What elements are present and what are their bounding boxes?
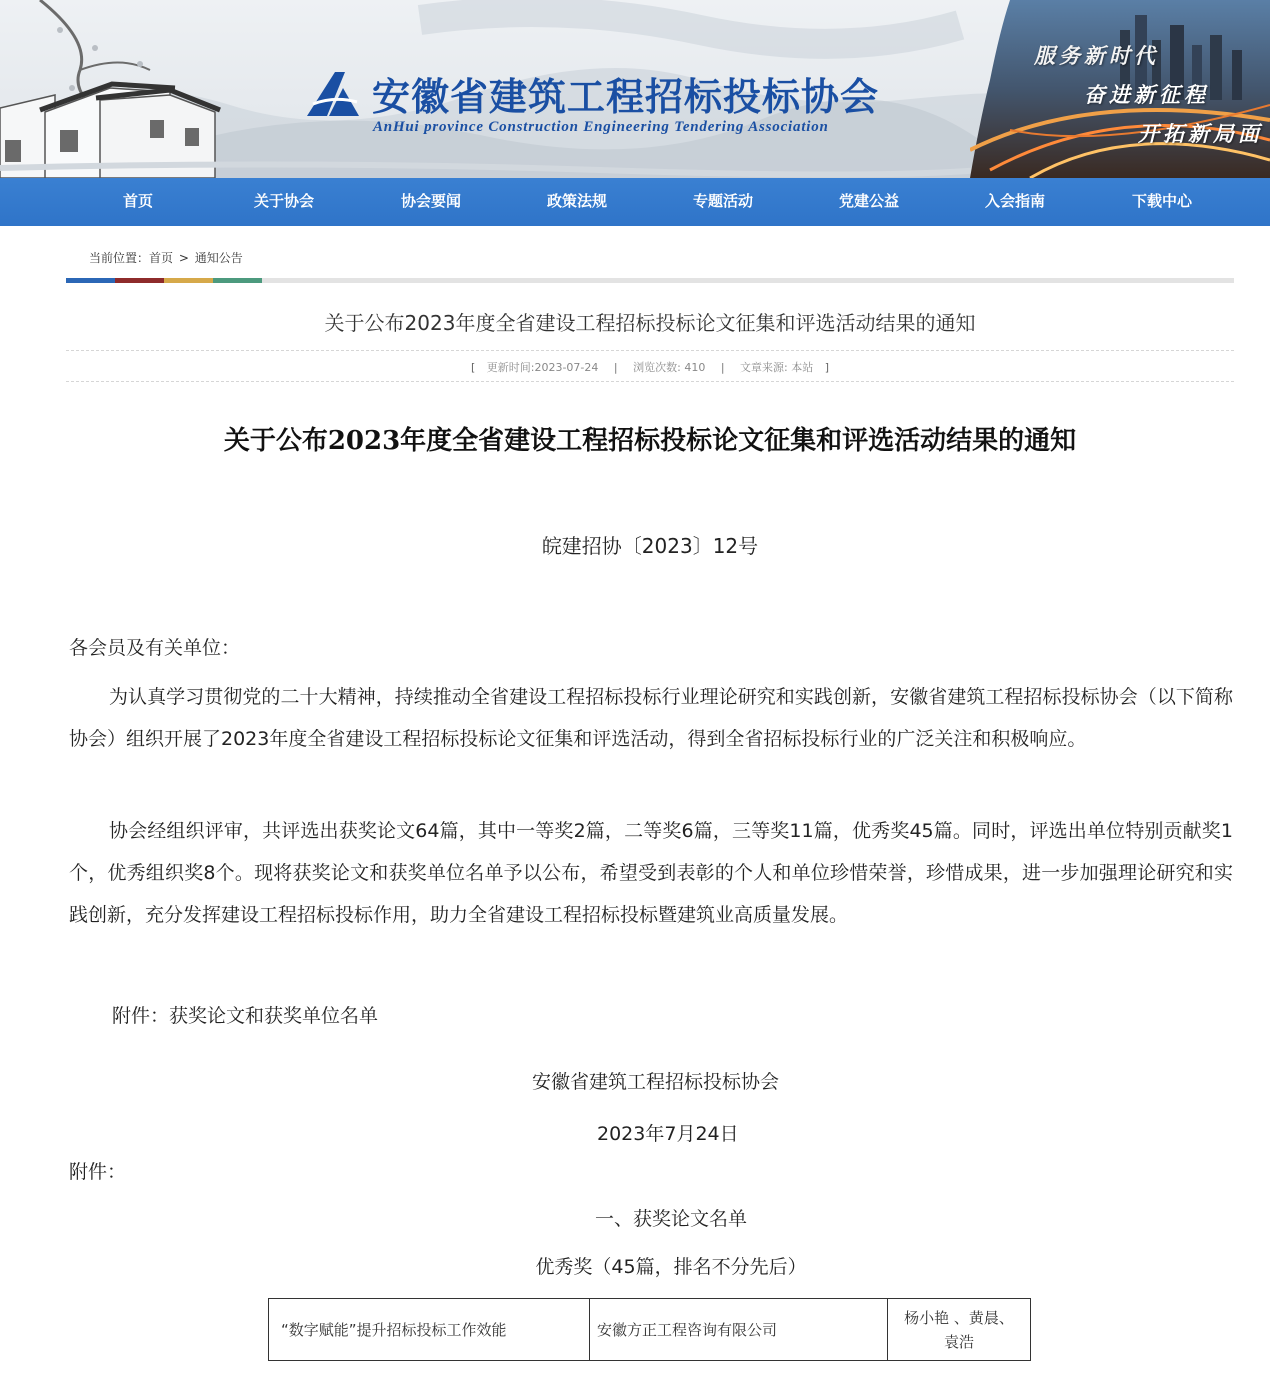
breadcrumb-home-link[interactable]: 首页 [149, 251, 174, 265]
divider-segment-red [115, 278, 164, 283]
meta-source-label: 文章来源: [740, 361, 788, 374]
association-logo-icon [305, 70, 361, 118]
section-title: 一、获奖论文名单 [594, 1208, 747, 1230]
main-nav [0, 178, 1270, 226]
salutation: 各会员及有关单位： [69, 637, 241, 659]
dashed-divider-bottom [66, 381, 1234, 382]
authors-line-1: 杨小艳 、黄晨、 [904, 1308, 1014, 1327]
site-banner [0, 0, 1270, 178]
paper-title-cell: “数字赋能”提升招标投标工作效能 [269, 1299, 590, 1361]
award-papers-table [268, 1298, 1031, 1361]
nav-item-join-guide[interactable]: 入会指南 [984, 192, 1045, 210]
signature-organization: 安徽省建筑工程招标投标协会 [532, 1071, 780, 1093]
divider-segment-blue [66, 278, 115, 283]
nav-item-about[interactable]: 关于协会 [253, 192, 314, 210]
breadcrumb-prefix: 当前位置： [89, 251, 150, 265]
document-title: 关于公布2023年度全省建设工程招标投标论文征集和评选活动结果的通知 [223, 426, 1077, 456]
divider-segment-green [213, 278, 262, 283]
table-row [269, 1299, 1031, 1361]
meta-source-value: 本站 [791, 361, 814, 374]
award-category-title: 优秀奖（45篇，排名不分先后） [535, 1256, 807, 1278]
meta-views-label: 浏览次数: [633, 361, 681, 374]
document-number: 皖建招协〔2023〕12号 [541, 534, 759, 558]
meta-views-value: 410 [684, 361, 706, 374]
authors-cell [888, 1299, 1031, 1361]
nav-item-news[interactable]: 协会要闻 [400, 192, 461, 210]
body-paragraph-2: 协会经组织评审，共评选出获奖论文64篇，其中一等奖2篇，二等奖6篇，三等奖11篇，优秀奖45篇。同时，评选出单位特别贡献奖1个，优秀组织奖8个。现将获奖论文和获奖单位名单予以公布，希望受到表彰的个人和单位珍惜荣誉，珍惜成果，进一步加强理论研究和实践创新，充分发挥建设工程招标投标作用，助力全省建设工程招标投标暨建筑业高质量发展。 [69, 820, 1233, 926]
meta-updated-label: 更新时间: [486, 361, 535, 374]
nav-item-downloads[interactable]: 下载中心 [1131, 192, 1192, 210]
breadcrumb-current-link[interactable]: 通知公告 [194, 251, 243, 265]
slogan-1: 服务新时代 [1034, 43, 1159, 68]
slogan-3: 开拓新局面 [1138, 121, 1263, 146]
breadcrumb-separator: > [178, 251, 189, 265]
nav-item-activities[interactable]: 专题活动 [692, 192, 753, 210]
meta-divider: | [613, 361, 618, 374]
nav-item-home[interactable]: 首页 [122, 192, 153, 210]
association-name-en: AnHui province Construction Engineering Tendering Association [373, 119, 829, 135]
divider-segment-gold [164, 278, 213, 283]
section-divider [66, 278, 1234, 283]
nav-item-policy[interactable]: 政策法规 [546, 192, 607, 210]
meta-updated-value: 2023-07-24 [534, 361, 599, 374]
body-paragraph-1: 为认真学习贯彻党的二十大精神，持续推动全省建设工程招标投标行业理论研究和实践创新，安徽省建筑工程招标投标协会（以下简称协会）组织开展了2023年度全省建设工程招标投标论文征集和评选活动，得到全省招标投标行业的广泛关注和积极响应。 [69, 686, 1233, 750]
attachment-heading: 附件： [69, 1161, 127, 1183]
association-name-cn: 安徽省建筑工程招标投标协会 [372, 74, 880, 119]
meta-divider: | [720, 361, 725, 374]
breadcrumb [89, 249, 243, 266]
meta-close-bracket: ] [824, 361, 830, 374]
authors-line-2: 袁浩 [943, 1332, 974, 1351]
article-title: 关于公布2023年度全省建设工程招标投标论文征集和评选活动结果的通知 [324, 311, 976, 335]
article-meta [66, 359, 1234, 375]
attachment-line: 附件：获奖论文和获奖单位名单 [112, 1005, 379, 1027]
dashed-divider-top [66, 350, 1234, 351]
meta-open-bracket: [ [470, 361, 476, 374]
slogan-2: 奋进新征程 [1084, 82, 1209, 107]
nav-item-party-welfare[interactable]: 党建公益 [838, 192, 899, 210]
signature-date: 2023年7月24日 [597, 1123, 739, 1145]
unit-cell: 安徽方正工程咨询有限公司 [590, 1299, 888, 1361]
